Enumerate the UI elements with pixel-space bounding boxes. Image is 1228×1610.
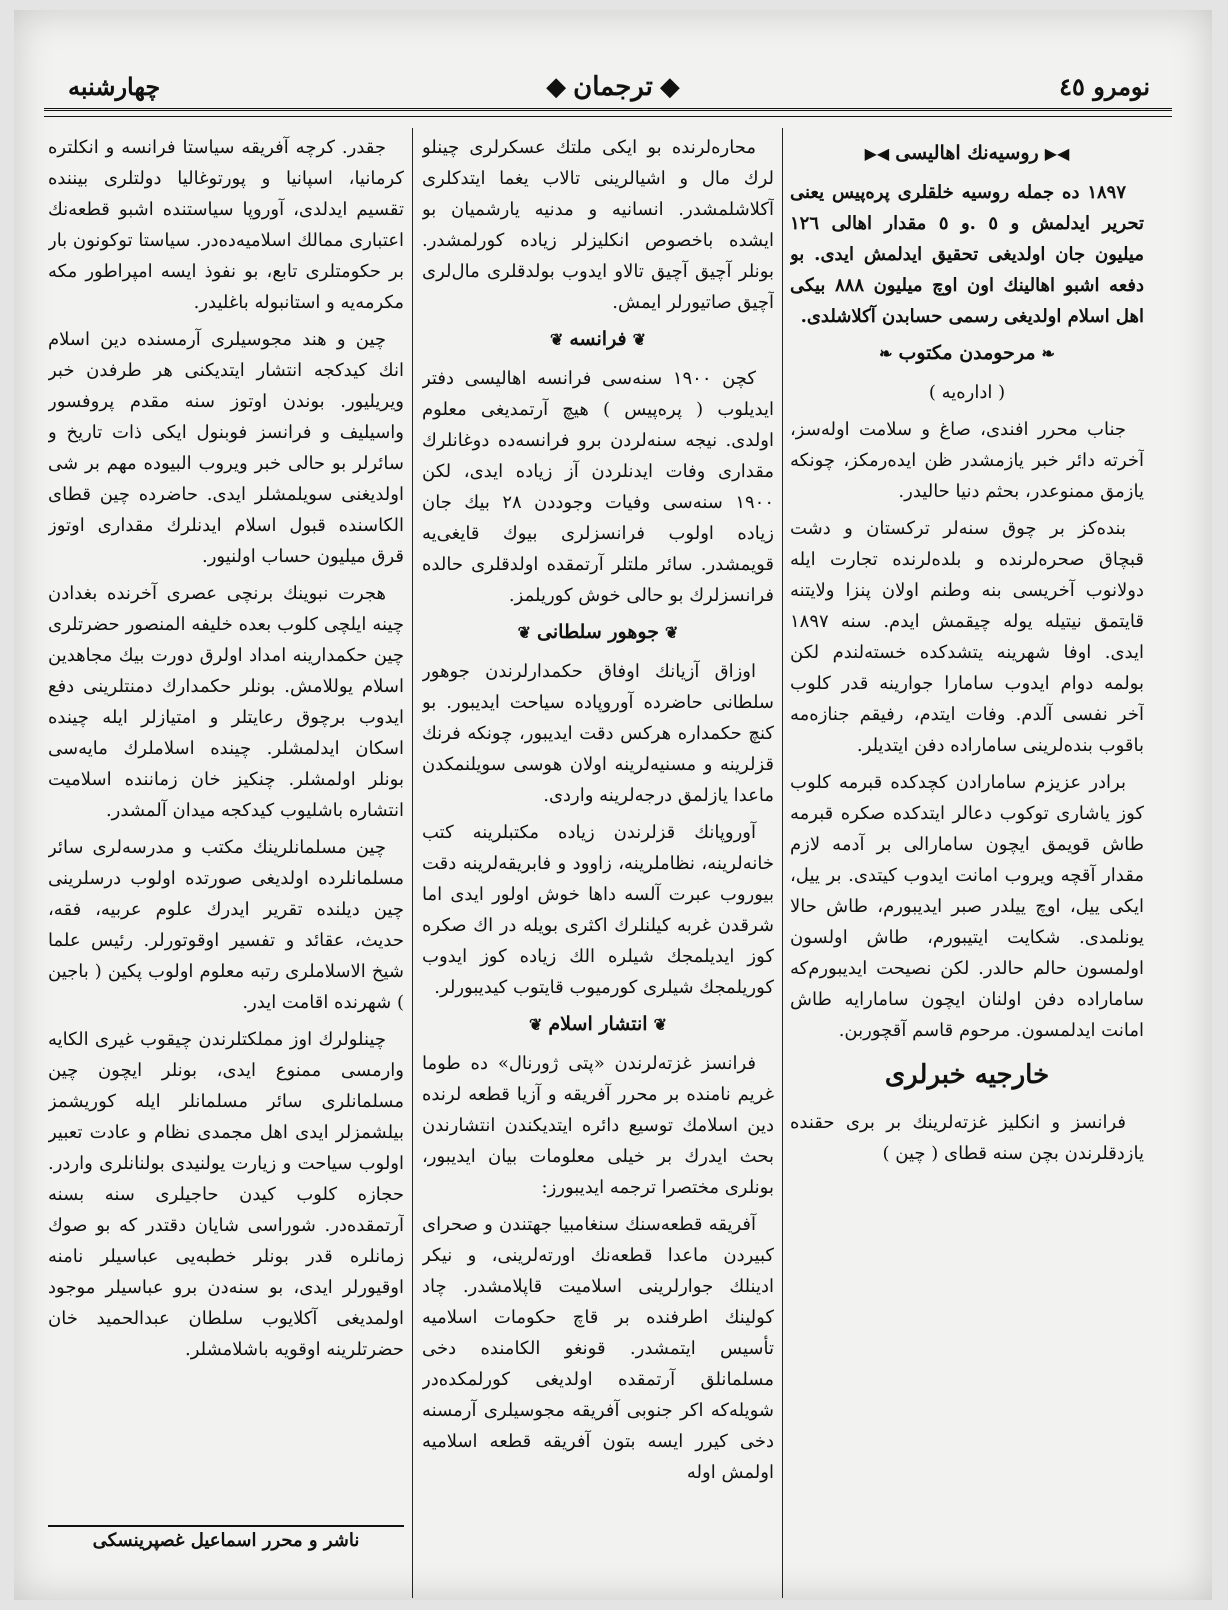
column-left — [48, 132, 404, 1512]
section-subheading: ( اداره‌یه ) — [928, 382, 1006, 403]
article-paragraph: آوروپانك قزلرندن زیاده مکتبلرینه کتب خانه‌لرینه، نظاملرینه، زاوود و فابریقه‌لرینه دقت بیوروب عبرت آلسه داها خوش اولور ایدی اما شرقدن غربه کیلنلرك اکثری بویله در اك صکره کوز ایدیلمجك شیلره الك زیاده کوز ایدوب کوریلمجك شیلری کورمیوب قایتوب کیدیبورلر. — [422, 822, 774, 998]
article-paragraph: جناب محرر افندی، صاغ و سلامت اوله‌سز، آخرته دائر خبر یازمشدر ظن ایده‌رمکز، چونکه یازمق ممنوعدر، بحثم دنیا حالیدر. — [790, 419, 1144, 502]
newspaper-title-text: ترجمان — [573, 72, 653, 102]
masthead — [38, 72, 1188, 110]
heading-text: انتشار اسلام — [548, 1013, 648, 1035]
article-paragraph: کچن ١٩٠٠ سنه‌سی فرانسه اهالیسی دفتر ایدیلوب ( پره‌پیس ) هیچ آرتمدیغی معلوم اولدی. نیجه سنه‌لردن برو فرانسه‌ده دوغانلرك مقداری وفات ایدنلردن آز زیاده ایدی، لکن ١٩٠٠ سنه‌سی وفیات وجوددن ٢٨ بیك جان زیاده اولوب فرانسزلری بیوك قایغی‌یه قویمشدر. سائر ملتلر آرتمقده اولدقلری حالده فرانسزلرك بو حالی خوش کوریلمز. — [422, 368, 774, 606]
column-divider — [782, 128, 783, 1598]
publisher-footer: ناشر و محرر اسماعیل غصپرینسکی — [92, 1530, 360, 1551]
newspaper-page — [14, 10, 1212, 1600]
section-heading — [790, 338, 1144, 369]
issue-day: چهارشنبه — [68, 72, 161, 101]
section-heading — [422, 324, 774, 355]
article-paragraph: چینلولرك اوز مملکتلرندن چیقوب غیری الکایه وارمسی ممنوع ایدی، بونلر ایچون چین مسلمانلری سائر مسلمانلر ایله کوریشمز بیلشمزلر ایدی اهل مجمدی نظام و عادت تعبیر اولوب سیاحت و زیارت یولنیدی بولنانلری واردر. حجازه کلوب کیدن حاجیلری سنه بسنه آرتمقده‌در. شوراسی شایان دقتدر که بو صوك زمانلره قدر بونلر خطبه‌یی عباسیلر نامنه اوقیورلر ایدی، بو سنه‌دن برو عباسیلر موجود اولمدیغی آکلایوب سلطان عبدالحمید خان حضرتلرینه اوقویه باشلامشلر. — [48, 1029, 404, 1360]
ornament-icon: ❧ — [879, 344, 893, 363]
ornament-icon: ◀▶ — [864, 144, 890, 163]
article-paragraph: هجرت نبوینك برنچی عصری آخرنده بغدادن چینه ایلچی کلوب بعده خلیفه المنصور حضرتلری چین حکمدارینه امداد اولرق دورت بیك مجاهدین اسلام یوللامش. بونلر حکمدارك دمنتلرینی دفع ایدوب برچوق رعایتلر و امتیازلر ایله چینده اسکان ایدلمشلر. چینده اسلاملرك مایه‌سی بونلر اولمشلر. چنکیز خان زماننده اسلامیت انتشاره باشلیوب کیدکجه میدان آلمشدر. — [48, 583, 404, 821]
ornament-icon: ◀▶ — [1044, 144, 1070, 163]
heading-text: فرانسه — [569, 328, 627, 350]
column-divider — [412, 128, 413, 1598]
article-paragraph: بنده‌کز بر چوق سنه‌لر ترکستان و دشت قبچاق صحره‌لرنده و بلده‌لرنده تجارت ایله دولانوب آخریسی بنه وطنم اولان پنزا ولایتنه قایتمق نیتیله یوله چیقمش ایدم. سنه ١٨٩٧ ایدی. اوفا شهرینه یتشدکده خسته‌لندم لکن بولمه دوام ایدوب سامارا جوارینه قدر کلوب آخر نفسی آلدم. وفات ایتدم، رفیقم جنازه‌مه باقوب بنده‌لرینی ساماراده دفن ایتدیلر. — [790, 518, 1144, 756]
ornament-icon: ◆ — [546, 72, 567, 102]
article-paragraph: ١٨٩٧ ده جمله روسیه خلقلری پره‌پیس یعنی تحریر ایدلمش و ٥ .و ٥ مقدار اهالی ١٢٦ میلیون جان اولدیغی تحقیق ایدلمش ایدی. بو دفعه اشبو اهالینك اون اوچ میلیون ٨٨٨ بیکی اهل اسلام اولدیغی رسمی حسابدن آکلاشلدی. — [790, 182, 1144, 327]
ornament-icon: ❦ — [529, 1015, 543, 1034]
column-right — [790, 132, 1144, 1592]
heading-text: روسیه‌نك اهالیسی — [895, 142, 1039, 164]
article-paragraph: برادر عزیزم سامارادن کچدکده قبرمه کلوب کوز یاشاری توکوب دعالر ایتدکده صکره قبرمه طاش قویمق ایچون سامارالی بر آدمه لازم مقدار آقچه ویروب امانت ایدوب کیتدی. بر ییل، ایکی ییل، اوچ ییلدر صبر ایدیبورم، طاش حالا یونلمدی. شکایت ایتیبورم، طاش اولسون اولمسون حالم حالدر. لکن نصیحت ایدیبورم‌که ساماراده دفن اولنان ایچون سامارایه طاش امانت ایدلمسون. مرحوم قاسم آقچوربن. — [790, 772, 1144, 1041]
section-heading — [422, 617, 774, 648]
ornament-icon: ❦ — [517, 623, 532, 642]
section-heading-large: خارجیه خبرلری — [884, 1060, 1050, 1090]
article-paragraph: فرانسز غزته‌لرندن «پتی ژورنال» ده طوما غریم نامنده بر محرر آفریقه و آزیا قطعه لرنده دین اسلامك توسیع دائره ایتدیکندن انتشارندن بحث ایدرك بر خیلی معلومات بیان ایدیبور، بونلری مختصرا ترجمه ایدیبورز: — [422, 1053, 774, 1198]
article-paragraph: چین مسلمانلرینك مکتب و مدرسه‌لری سائر مسلمانلرده اولدیغی صورتده اولوب درسلرینی چین دیلنده تقریر ایدرك علوم عربیه، فقه، حدیث، عقائد و تفسیر اوقوتورلر. رئیس علما شیخ الاسلاملری رتبه معلوم اولوب پکین ( باجین ) شهرنده اقامت ایدر. — [48, 837, 404, 1013]
section-heading — [790, 138, 1144, 169]
column-middle — [422, 132, 774, 1592]
article-paragraph: اوزاق آزیانك اوفاق حکمدارلرندن جوهور سلطانی حاضرده آوروپاده سیاحت ایدیبور. بو کنچ حکمداره هرکس دقت ایدیبور، چونکه فرنك قزلرینه و مسنیه‌لرینه اولان هوسی سویلنمکدن ماعدا یازلمق درجه‌لرینه واردی. — [422, 661, 774, 806]
article-paragraph: محاره‌لرنده بو ایکی ملتك عسکرلری چینلو لرك مال و اشیالرینی تالاب یغما ایتدکلری آکلاشلمشدر. انسانیه و مدنیه یارشمیان بو ایشده باخصوص انکلیزلر زیاده کورلمشدر. بونلر آچیق آچیق تالاو ایدوب بولدقلری مال‌لری آچیق صاتیورلر ایمش. — [422, 137, 774, 313]
section-heading — [422, 1009, 774, 1040]
article-paragraph: چین و هند مجوسیلری آرمسنده دین اسلام انك کیدکجه انتشار ایتدیکنی هر طرفدن خبر ویریلیور. بوندن اوتوز سنه مقدم پروفسور واسیلیف و فرانسز فوبنول ایکی ذات تاریخ و سائرلر بو حالی خبر ویروب البیوده مهم بر شی اولدیغنی سویلمشلر ایدی. حاضرده چین قطای الکاسنده قبول اسلام ایدنلرك مقداری اوتوز قرق میلیون حساب اولنیور. — [48, 329, 404, 567]
ornament-icon: ❦ — [653, 1015, 667, 1034]
article-paragraph: آفریقه قطعه‌سنك سنغامبیا جهتندن و صحرای کبیردن ماعدا قطعه‌نك اورته‌لرینی، و نیکر ادینلك جوارلرینی اسلامیت قاپلامشدر. چاد کولینك اطرفنده بر قاچ حکومات اسلامیه تأسیس ایتمشدر. قونغو الکامنده دخی مسلمانلق آرتمقده اولدیغی کورلمکده‌در شویله‌که اکر جنوبی آفریقه مجوسیلری آرمسنه دخی کیرر ایسه بتون آفریقه قطعه اسلامیه اولمش اوله — [422, 1214, 774, 1483]
masthead-rule-thin — [44, 116, 1172, 117]
ornament-icon: ❦ — [664, 623, 679, 642]
article-paragraph: جقدر. کرچه آفریقه سیاستا فرانسه و انکلتره کرمانیا، اسپانیا و پورتوغالیا دولتلری بیننده تقسیم ایدلدی، آوروپا سیاستنده اشبو قطعه‌نك اعتباری ممالك اسلامیه‌ده‌در. سیاستا توکونون بار بر حکومتلری تابع، بو نفوذ ایسه امپراطور مکه مکرمه‌یه و استانبوله باغلیدر. — [48, 137, 404, 313]
issue-number: نومرو ٤٥ — [1059, 72, 1150, 101]
article-paragraph: فرانسز و انکلیز غزته‌لرینك بر بری حقنده یازدقلرندن بچن سنه قطای ( چین ) — [790, 1112, 1144, 1164]
ornament-icon: ◆ — [659, 72, 680, 102]
newspaper-title — [539, 72, 687, 102]
footer-rule — [48, 1525, 404, 1527]
ornament-icon: ❧ — [1041, 344, 1055, 363]
heading-text: جوهور سلطانی — [537, 621, 659, 643]
ornament-icon: ❦ — [632, 330, 647, 349]
masthead-rule — [44, 108, 1172, 111]
heading-text: مرحومدن مکتوب — [898, 342, 1036, 364]
ornament-icon: ❦ — [549, 330, 564, 349]
